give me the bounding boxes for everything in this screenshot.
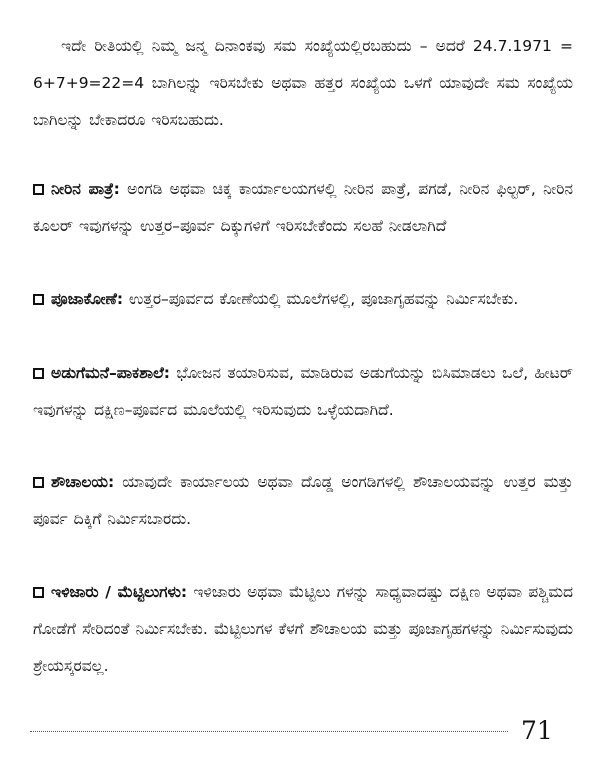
section-stairs (33, 574, 573, 685)
section-heading: ನೀರಿನ ಪಾತ್ರೆ: (51, 180, 120, 198)
section-heading: ಪೂಜಾಕೋಣೆ: (51, 290, 124, 308)
checkbox-square-icon (33, 294, 44, 305)
section-text: ಭೋಜನ ತಯಾರಿಸುವ, ಮಾಡಿರುವ ಅಡುಗೆಯನ್ನು ಬಿಸಿಮಾಡಲು ಒಲೆ, ಹೀಟರ್ ಇವುಗಳನ್ನು ದಕ್ಷಿಣ–ಪೂರ್ವದ ಮೂಲೆಯಲ್ಲಿ ಇರಿಸುವುದು ಒಳ್ಳೆಯದಾಗಿದೆ. (33, 364, 573, 419)
section-text: ಉತ್ತರ–ಪೂರ್ವದ ಕೋಣೆಯಲ್ಲಿ ಮೂಲೆಗಳಲ್ಲಿ, ಪೂಜಾಗೃಹವನ್ನು ನಿರ್ಮಿಸಬೇಕು. (128, 290, 519, 308)
section-prayer-room (33, 281, 573, 318)
section-toilet (33, 464, 573, 538)
checkbox-square-icon (33, 587, 44, 598)
checkbox-square-icon (33, 368, 44, 379)
section-text: ಯಾವುದೇ ಕಾರ್ಯಾಲಯ ಅಥವಾ ದೊಡ್ಡ ಅಂಗಡಿಗಳಲ್ಲಿ ಶೌಚಾಲಯವನ್ನು ಉತ್ತರ ಮತ್ತು ಪೂರ್ವ ದಿಕ್ಕಿಗೆ ನಿರ್ಮಿಸಬಾರದು. (33, 473, 573, 528)
section-water-vessel (33, 171, 573, 245)
page-number: 71 (521, 716, 553, 745)
section-text: ಅಂಗಡಿ ಅಥವಾ ಚಿಕ್ಕ ಕಾರ್ಯಾಲಯಗಳಲ್ಲಿ ನೀರಿನ ಪಾತ್ರೆ, ಪಗಡೆ, ನೀರಿನ ಫಿಲ್ಟರ್, ನೀರಿನ ಕೂಲರ್ ಇವುಗಳನ್ನು ಉತ್ತರ–ಪೂರ್ವ ದಿಕ್ಕುಗಳಿಗೆ ಇರಿಸಬೇಕೆಂದು ಸಲಹೆ ನೀಡಲಾಗಿದೆ (33, 180, 574, 235)
section-heading: ಅಡುಗೆಮನೆ–ಪಾಕಶಾಲೆ: (51, 364, 170, 382)
checkbox-square-icon (33, 477, 44, 488)
section-heading: ಶೌಚಾಲಯ: (51, 473, 115, 491)
footer-dotted-rule (30, 731, 508, 732)
intro-paragraph (33, 28, 573, 139)
section-heading: ಇಳಿಜಾರು / ಮೆಟ್ಟಿಲುಗಳು: (51, 583, 188, 601)
checkbox-square-icon (33, 184, 44, 195)
section-kitchen (33, 355, 573, 429)
intro-text: ಇದೇ ರೀತಿಯಲ್ಲಿ ನಿಮ್ಮ ಜನ್ಮ ದಿನಾಂಕವು ಸಮ ಸಂಖ್ಯೆಯಲ್ಲಿರಬಹುದು – ಅದರೆ 24.7.1971 = 6+7+9=22=4 ಬಾಗಿಲನ್ನು ಇರಿಸಬೇಕು ಅಥವಾ ಹತ್ತರ ಸಂಖ್ಯೆಯ ಒಳಗೆ ಯಾವುದೇ ಸಮ ಸಂಖ್ಯೆಯ ಬಾಗಿಲನ್ನು ಬೇಕಾದರೂ ಇರಿಸಬಹುದು. (33, 37, 573, 129)
section-text: ಇಳಿಜಾರು ಅಥವಾ ಮೆಟ್ಟಿಲು ಗಳನ್ನು ಸಾಧ್ಯವಾದಷ್ಟು ದಕ್ಷಿಣ ಅಥವಾ ಪಶ್ಚಿಮದ ಗೋಡೆಗೆ ಸೇರಿದಂತೆ ನಿರ್ಮಿಸಬೇಕು. ಮೆಟ್ಟಿಲುಗಳ ಕೆಳಗೆ ಶೌಚಾಲಯ ಮತ್ತು ಪೂಜಾಗೃಹಗಳನ್ನು ನಿರ್ಮಿಸುವುದು ಶ್ರೇಯಸ್ಕರವಲ್ಲ. (33, 583, 573, 675)
